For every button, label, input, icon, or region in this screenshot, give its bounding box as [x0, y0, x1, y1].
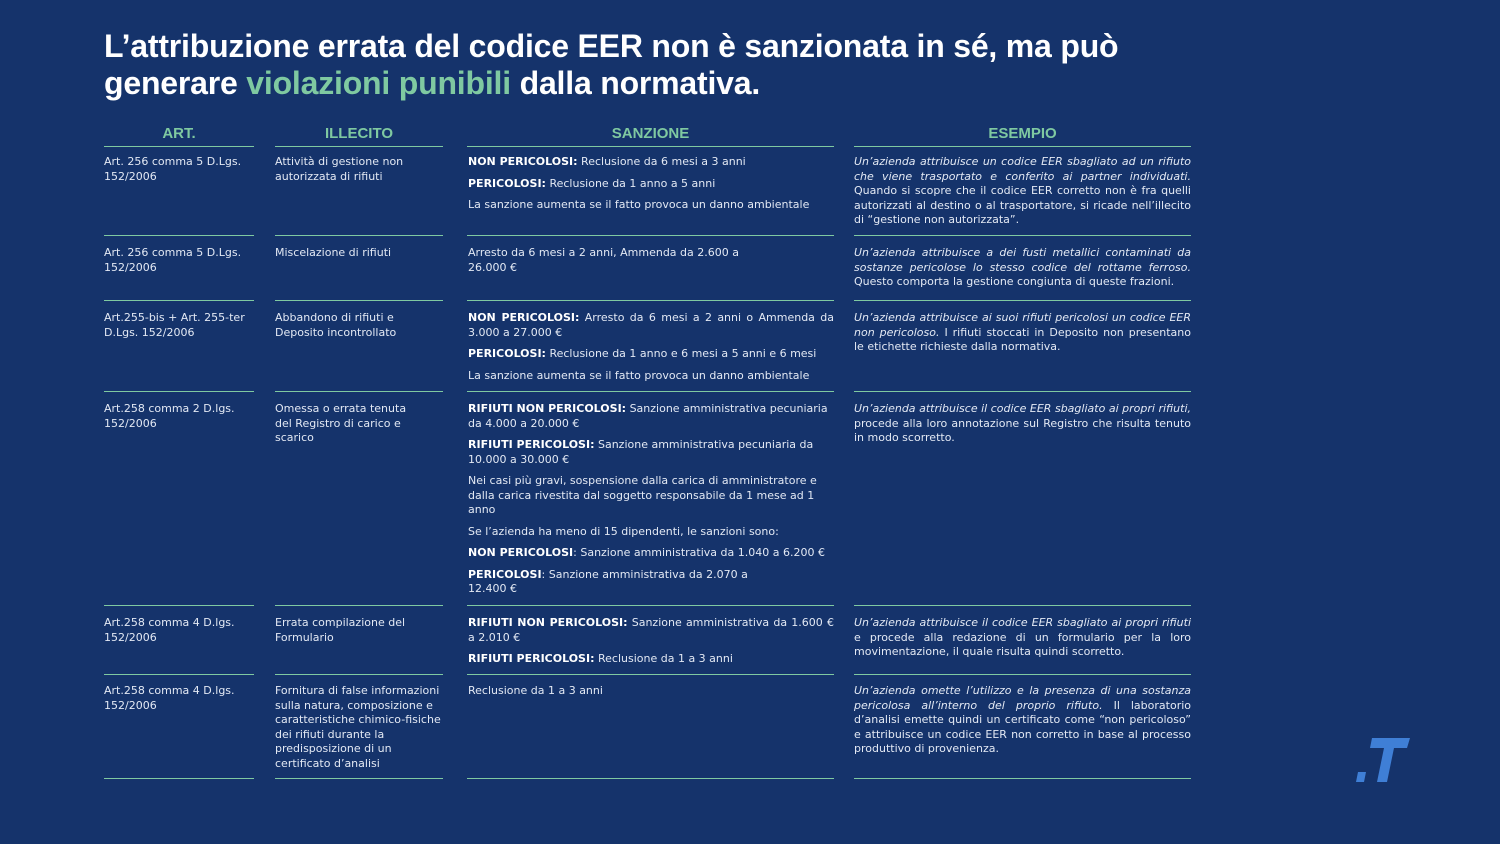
title-highlight: violazioni punibili [246, 65, 511, 101]
row5-sanzione: RIFIUTI NON PERICOLOSI: Sanzione amministrativa da 1.600 € a 2.010 € RIFIUTI PERICOLOSI: Reclusione da 1 a 3 anni [468, 616, 834, 665]
row1-illecito: Attività di gestione non autorizzata di rifiuti [275, 155, 404, 183]
row1-esempio: Un’azienda attribuisce un codice EER sbagliato ad un rifiuto che viene trasportato e conferito ai partner individuati. Quando si scopre che il codice EER corretto non è fra quelli autorizzati al destino o al trasportatore, si ricade nell’illecito di “gestione non autorizzata”. [854, 155, 1191, 226]
row5-illecito: Errata compilazione del Formulario [275, 616, 406, 644]
company-logo-icon [1352, 734, 1412, 784]
row3-esempio: Un’azienda attribuisce ai suoi rifiuti pericolosi un codice EER non pericoloso. I rifiuti stoccati in Deposito non presentano le etichette richieste dalla normativa. [854, 311, 1191, 353]
row6-illecito: Fornitura di false informazioni sulla natura, composizione e caratteristiche chimico-fisiche dei rifiuti durante la predisposizione di un certificato d’analisi [275, 684, 441, 770]
row4-illecito: Omessa o errata tenuta del Registro di carico e scarico [275, 402, 407, 444]
row4-art: Art.258 comma 2 D.lgs. 152/2006 [104, 402, 235, 430]
header-sanzione: SANZIONE [467, 124, 834, 147]
header-art: ART. [104, 124, 254, 147]
row4-esempio: Un’azienda attribuisce il codice EER sbagliato ai propri rifiuti, procede alla loro annotazione sul Registro che risulta tenuto in modo scorretto. [854, 402, 1191, 444]
row6-sanzione: Reclusione da 1 a 3 anni [468, 684, 603, 697]
row3-art: Art.255-bis + Art. 255-ter D.Lgs. 152/2006 [104, 311, 245, 339]
title-part1: L’attribuzione errata del codice EER non è sanzionata in sé, ma può generare [104, 28, 1119, 101]
row4-sanzione: RIFIUTI NON PERICOLOSI: Sanzione amministrativa pecuniaria da 4.000 a 20.000 € RIFIUTI PERICOLOSI: Sanzione amministrativa pecuniaria da 10.000 a 30.000 € Nei casi più gravi, sospensione dalla carica di amministratore e dalla carica rivestita dal soggetto responsabile da 1 mese ad 1 anno Se l’azienda ha meno di 15 dipendenti, le sanzioni sono: NON PERICOLOSI: Sanzione amministrativa da 1.040 a 6.200 € PERICOLOSI: Sanzione amministrativa da 2.070 a 12.400 € [468, 402, 828, 595]
row2-art: Art. 256 comma 5 D.Lgs. 152/2006 [104, 246, 242, 274]
row2-illecito: Miscelazione di rifiuti [275, 246, 392, 259]
row5-art: Art.258 comma 4 D.lgs. 152/2006 [104, 616, 235, 644]
row2-sanzione: Arresto da 6 mesi a 2 anni, Ammenda da 2.600 a 26.000 € [468, 246, 739, 274]
row6-art: Art.258 comma 4 D.lgs. 152/2006 [104, 684, 235, 712]
row5-esempio: Un’azienda attribuisce il codice EER sbagliato ai propri rifiuti e procede alla redazione di un formulario per la loro movimentazione, il quale risulta quindi scorretto. [854, 616, 1191, 658]
title-part2: dalla normativa. [510, 65, 761, 101]
row3-illecito: Abbandono di rifiuti e Deposito incontrollato [275, 311, 397, 339]
row2-esempio: Un’azienda attribuisce a dei fusti metallici contaminati da sostanze pericolose lo stesso codice del rottame ferroso. Questo comporta la gestione congiunta di queste frazioni. [854, 246, 1191, 288]
header-esempio: ESEMPIO [854, 124, 1191, 147]
row1-art: Art. 256 comma 5 D.Lgs. 152/2006 [104, 155, 242, 183]
page-title [104, 28, 1254, 102]
header-illecito: ILLECITO [275, 124, 443, 147]
row6-esempio: Un’azienda omette l’utilizzo e la presenza di una sostanza pericolosa all’interno del proprio rifiuto. Il laboratorio d’analisi emette quindi un certificato come “non pericoloso” e attribuisce un codice EER non corretto in base al processo produttivo di provenienza. [854, 684, 1192, 755]
row3-sanzione: NON PERICOLOSI: Arresto da 6 mesi a 2 anni o Ammenda da 3.000 a 27.000 € PERICOLOSI: Reclusione da 1 anno e 6 mesi a 5 anni e 6 mesi La sanzione aumenta se il fatto provoca un danno ambientale [468, 311, 834, 382]
row1-sanzione: NON PERICOLOSI: Reclusione da 6 mesi a 3 anni PERICOLOSI: Reclusione da 1 anno a 5 anni La sanzione aumenta se il fatto provoca un danno ambientale [468, 155, 810, 211]
